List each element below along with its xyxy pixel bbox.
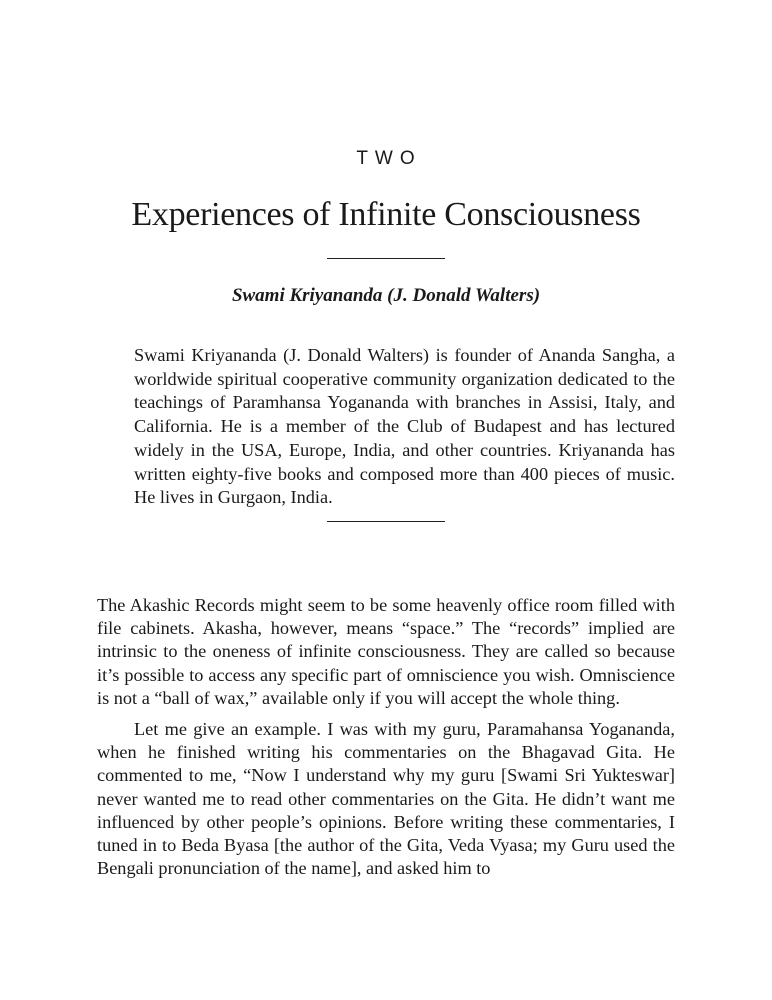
chapter-title: Experiences of Infinite Consciousness (131, 196, 641, 233)
chapter-body (97, 594, 675, 880)
body-paragraph: The Akashic Records might seem to be some heavenly office room filled with file cabinets. Akasha, however, means “space.” The “records” implied are intrinsic to the oneness of infinite consciousness. They are called so because it’s possible to access any specific part of omniscience you wish. Omniscience is not a “ball of wax,” available only if you will accept the whole thing. (97, 595, 675, 708)
body-paragraph: Let me give an example. I was with my guru, Paramahansa Yogananda, when he finished writing his commentaries on the Bhagavad Gita. He commented to me, “Now I understand why my guru [Swami Sri Yukteswar] never wanted me to read other commentaries on the Gita. He didn’t want me influenced by other people’s opinions. Before writing these commentaries, I tuned in to Beda Byasa [the author of the Gita, Veda Vyasa; my Guru used the Bengali pronunciation of the name], and asked him to (97, 719, 675, 879)
bio-divider (327, 521, 445, 522)
chapter-number: TWO (356, 148, 422, 169)
author-byline: Swami Kriyananda (J. Donald Walters) (231, 285, 541, 306)
title-divider (327, 258, 445, 259)
author-bio: Swami Kriyananda (J. Donald Walters) is founder of Ananda Sangha, a worldwide spiritual cooperative community organization dedicated to the teachings of Paramhansa Yogananda with branches in Assisi, Italy, and California. He is a member of the Club of Budapest and has lectured widely in the USA, Europe, India, and other countries. Kriyananda has written eighty-five books and composed more than 400 pieces of music. He lives in Gurgaon, India. (134, 345, 675, 508)
